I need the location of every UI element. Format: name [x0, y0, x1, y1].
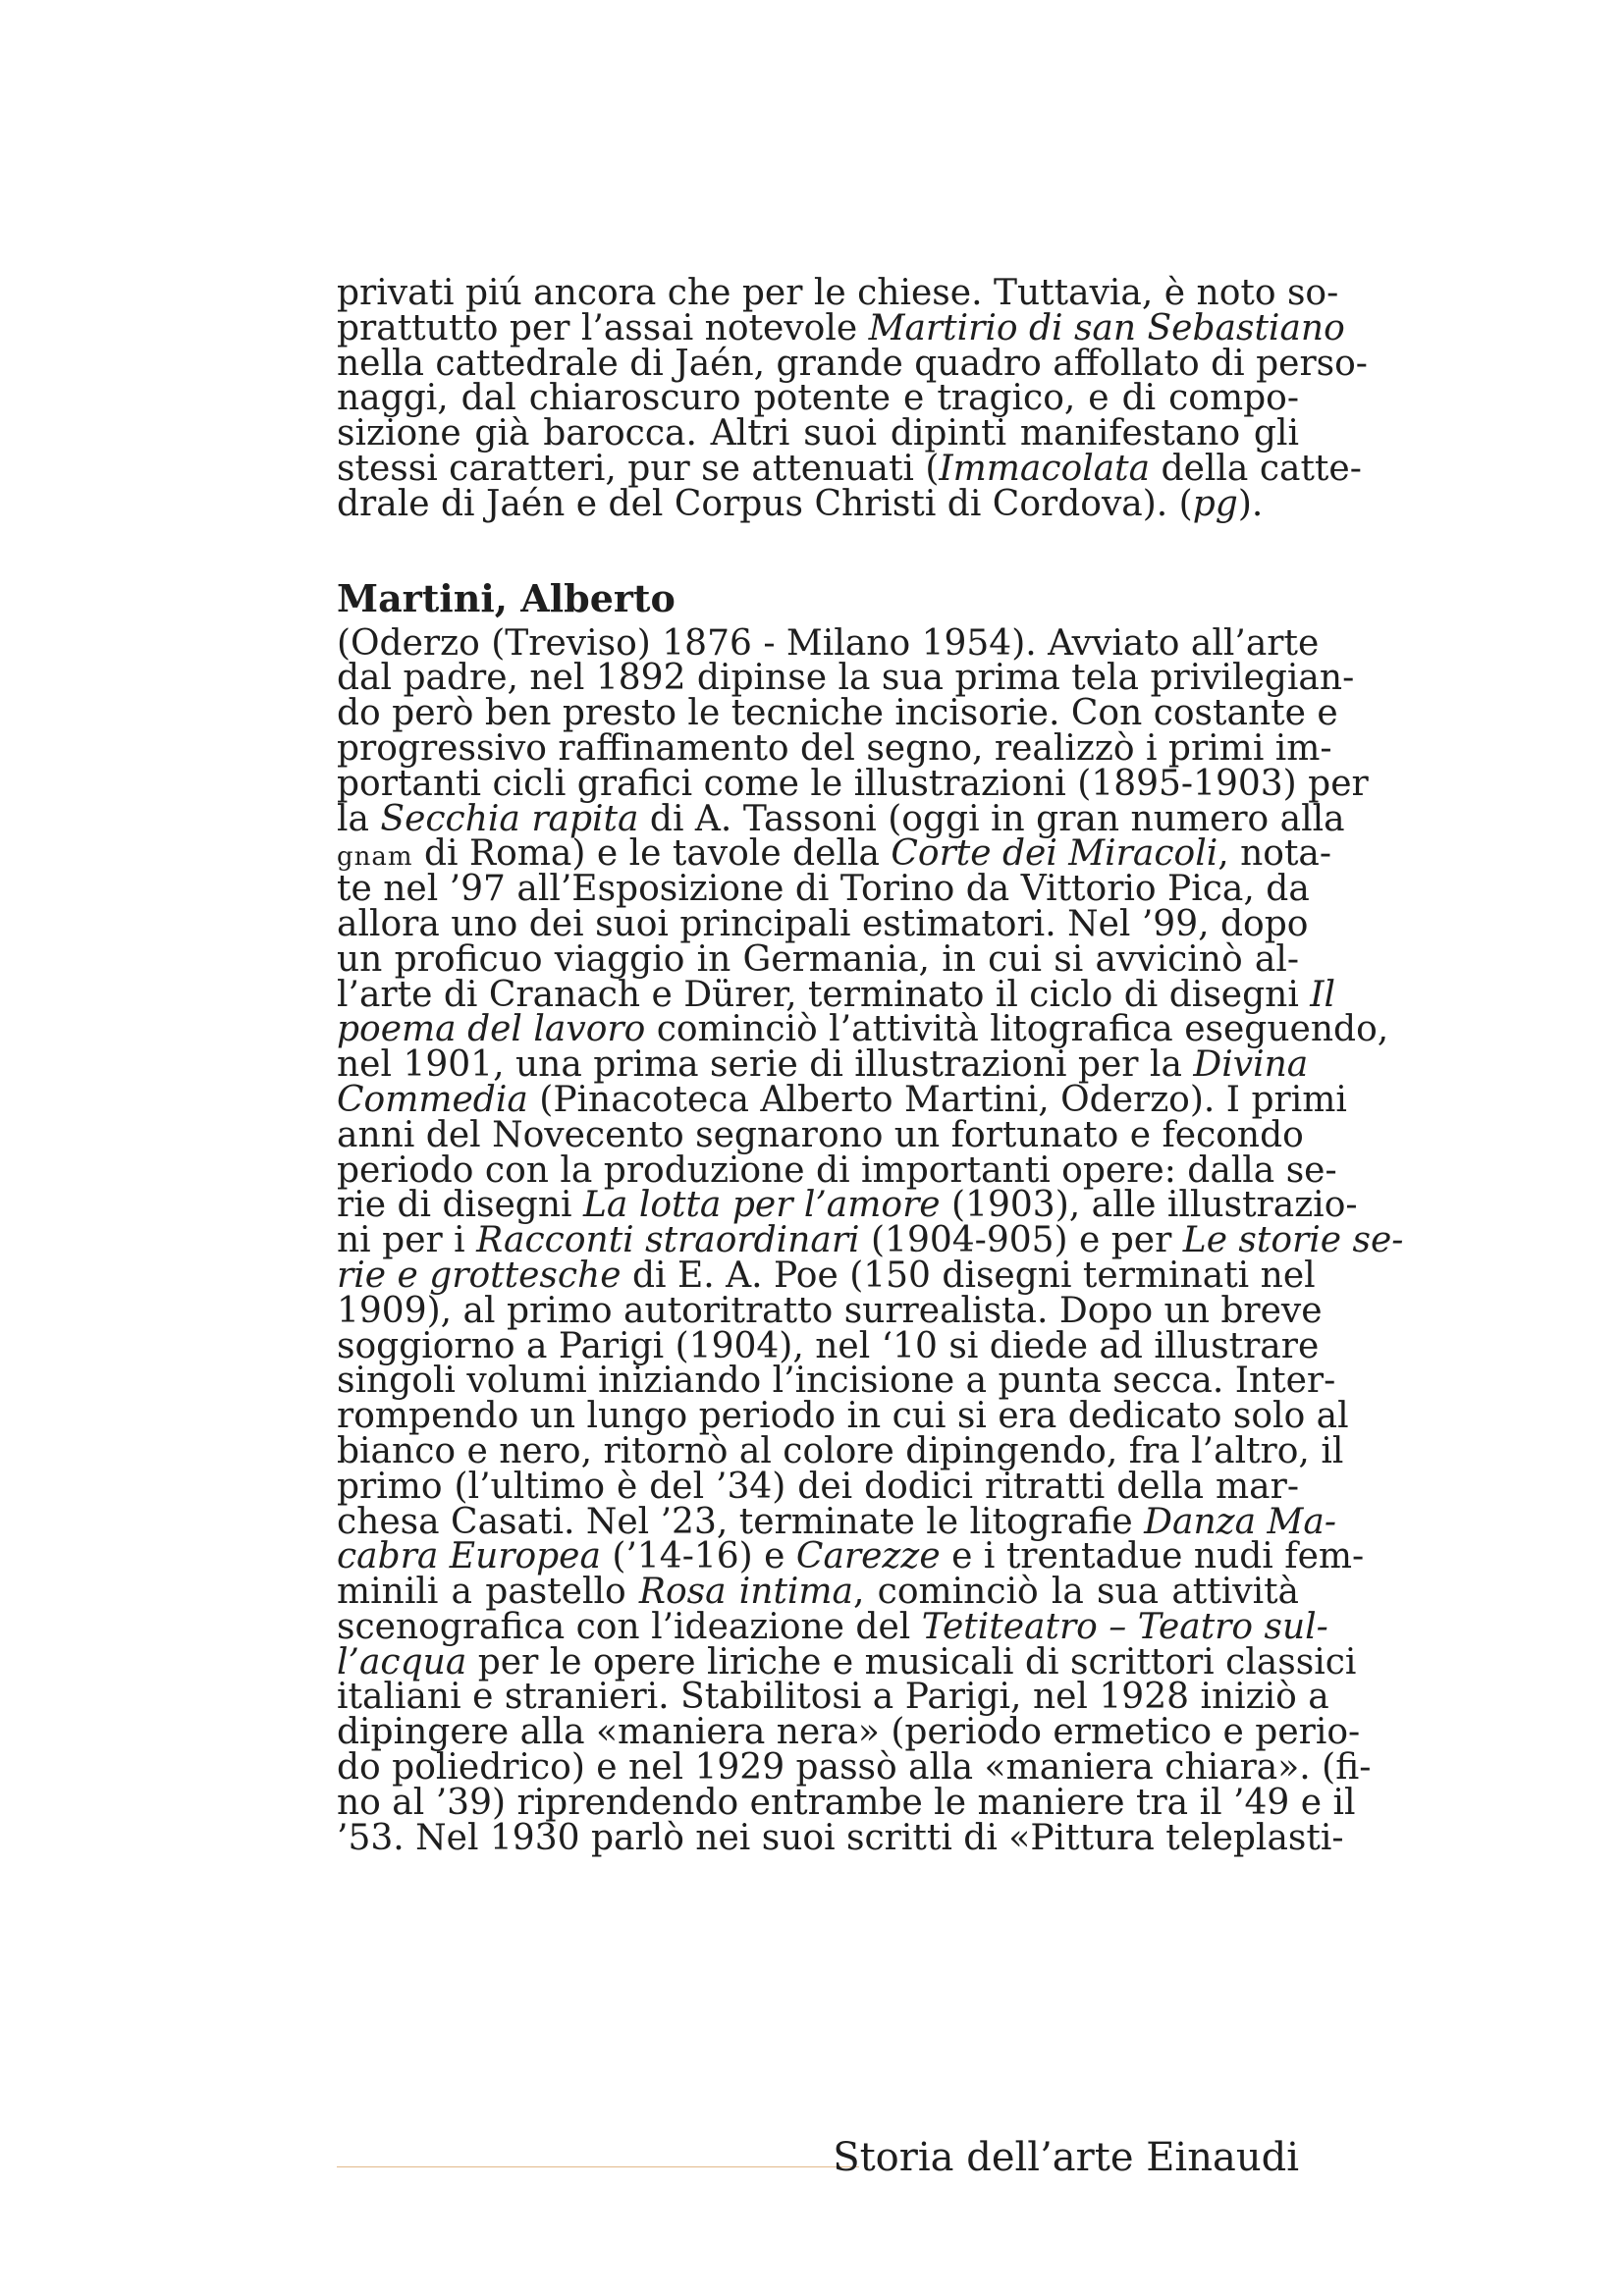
italic-title: Martirio di san Sebastiano [868, 307, 1345, 348]
entry-line [337, 693, 1338, 734]
entry-line [337, 1079, 1347, 1120]
text-run: (’14-16) e [600, 1536, 796, 1577]
text-run: di E. A. Poe (150 disegni terminati nel [621, 1255, 1316, 1296]
text-run: chesa Casati. Nel ’23, terminate le litografie [337, 1501, 1145, 1542]
italic-title: Le storie se- [1182, 1220, 1404, 1261]
page-body [337, 273, 1404, 1858]
italic-title: Tetiteatro – Teatro sul- [921, 1606, 1328, 1647]
text-run: primo (l’ultimo è del ’34) dei dodici ritratti della mar- [337, 1466, 1299, 1507]
text-run: stessi caratteri, pur se attenuati ( [337, 448, 940, 489]
text-run: un proficuo viaggio in Germania, in cui si avvicinò al- [337, 938, 1299, 980]
page-footer [337, 2134, 1299, 2183]
entry-line [337, 1782, 1356, 1823]
entry-line [337, 1430, 1344, 1471]
text-run: la [337, 798, 381, 839]
text-run: nel 1901, una prima serie di illustrazioni per la [337, 1044, 1194, 1086]
text-run: dipingere alla «maniera nera» (periodo ermetico e perio- [337, 1712, 1361, 1753]
entry-line [337, 1220, 1404, 1261]
text-run: , nota- [1217, 833, 1332, 875]
entry-line [337, 658, 1355, 699]
section-spacer [337, 522, 1299, 577]
continuation-line [337, 413, 1299, 454]
text-run: naggi, dal chiaroscuro potente e tragico, e di compo- [337, 378, 1299, 419]
text-run: scenografica con l’ideazione del [337, 1606, 922, 1647]
entry-line [337, 798, 1345, 839]
italic-title: Commedia [337, 1079, 528, 1120]
text-run: progressivo raffinamento del segno, realizzò i primi im- [337, 727, 1332, 769]
italic-title: Immacolata [939, 448, 1151, 489]
italic-title: rie e grottesche [337, 1255, 622, 1296]
text-run: nella cattedrale di Jaén, grande quadro affollato di perso- [337, 343, 1368, 384]
text-run: do poliedrico) e nel 1929 passò alla «maniera chiara». (fi- [337, 1747, 1372, 1789]
text-run: della catte- [1150, 448, 1362, 489]
text-run: bianco e nero, ritornò al colore dipingendo, fra l’altro, il [337, 1430, 1344, 1471]
continuation-paragraph [337, 273, 1368, 524]
italic-title: Racconti straordinari [476, 1220, 860, 1261]
entry-line [337, 938, 1299, 980]
italic-title: Rosa intima [638, 1572, 854, 1613]
text-run: 1909), al primo autoritratto surrealista. Dopo un breve [337, 1290, 1323, 1331]
entry-line [337, 869, 1310, 910]
footer-rule [337, 2166, 859, 2167]
entry-line [337, 1466, 1299, 1507]
text-run: portanti cicli grafici come le illustrazioni (1895-1903) per [337, 763, 1369, 804]
entry-line [337, 1396, 1349, 1437]
text-run: di Roma) e le tavole della [412, 833, 892, 875]
continuation-line [337, 307, 1345, 348]
entry-line [337, 833, 1332, 875]
italic-title: Danza Ma- [1144, 1501, 1337, 1542]
italic-title: Carezze [795, 1536, 941, 1577]
text-run: rompendo un lungo periodo in cui si era dedicato solo al [337, 1396, 1349, 1437]
entry-line [337, 763, 1369, 804]
text-run: sizione già barocca. Altri suoi dipinti manifestano gli [337, 413, 1299, 454]
text-run: ni per i [337, 1220, 477, 1261]
text-run: periodo con la produzione di importanti opere: dalla se- [337, 1149, 1337, 1191]
entry-line [337, 1044, 1309, 1086]
text-run: l’arte di Cranach e Dürer, terminato il ciclo di disegni [337, 974, 1311, 1015]
text-run: ’53. Nel 1930 parlò nei suoi scritti di «Pittura teleplasti- [337, 1817, 1344, 1858]
italic-title: pg [1192, 483, 1238, 524]
entry-line [337, 727, 1332, 769]
text-run: dal padre, nel 1892 dipinse la sua prima tela privilegian- [337, 658, 1355, 699]
entry-line [337, 1290, 1323, 1331]
text-run: singoli volumi iniziando l’incisione a punta secca. Inter- [337, 1361, 1336, 1402]
entry-line [337, 1606, 1328, 1647]
text-run: drale di Jaén e del Corpus Christi di Cordova). ( [337, 483, 1193, 524]
text-run: prattutto per l’assai notevole [337, 307, 869, 348]
text-run: (Oderzo (Treviso) 1876 - Milano 1954). Avviato all’arte [337, 622, 1320, 664]
italic-title: Il [1310, 974, 1336, 1015]
text-run: allora uno dei suoi principali estimatori. Nel ’99, dopo [337, 903, 1309, 944]
entry-line [337, 1677, 1329, 1718]
small-caps-text: gnam [337, 842, 413, 873]
text-run: , cominciò la sua attività [853, 1572, 1300, 1613]
italic-title: poema del lavoro [337, 1009, 646, 1050]
continuation-line [337, 448, 1362, 489]
continuation-line [337, 378, 1299, 419]
entry-line [337, 1501, 1337, 1542]
text-run: e i trentadue nudi fem- [940, 1536, 1365, 1577]
continuation-line [337, 273, 1339, 313]
entry-line [337, 1572, 1300, 1613]
text-run: (1904-905) e per [859, 1220, 1183, 1261]
entry-line [337, 1747, 1372, 1789]
text-run: cominciò l’attività litografica eseguendo, [645, 1009, 1389, 1050]
text-run: te nel ’97 all’Esposizione di Torino da Vittorio Pica, da [337, 869, 1310, 910]
italic-title: Corte dei Miracoli [891, 833, 1218, 875]
entry-line [337, 1361, 1336, 1402]
text-run: soggiorno a Parigi (1904), nel ‘10 si diede ad illustrare [337, 1325, 1320, 1366]
text-run: no al ’39) riprendendo entrambe le maniere tra il ’49 e il [337, 1782, 1356, 1823]
text-run: ). [1237, 483, 1264, 524]
text-run: (1903), alle illustrazio- [940, 1185, 1358, 1226]
text-run: anni del Novecento segnarono un fortunato e fecondo [337, 1114, 1304, 1155]
italic-title: Divina [1193, 1044, 1309, 1086]
entry-line [337, 1712, 1361, 1753]
continuation-line [337, 343, 1368, 384]
text-run: privati piú ancora che per le chiese. Tuttavia, è noto so- [337, 273, 1339, 313]
text-run: do però ben presto le tecniche incisorie. Con costante e [337, 693, 1338, 734]
footer-title: Storia dell’arte Einaudi [833, 2135, 1299, 2180]
text-run: di A. Tassoni (oggi in gran numero alla [638, 798, 1345, 839]
text-run: per le opere liriche e musicali di scrittori classici [466, 1641, 1357, 1682]
text-run: (Pinacoteca Alberto Martini, Oderzo). I primi [527, 1079, 1347, 1120]
italic-title: l’acqua [337, 1641, 467, 1682]
text-run: italiani e stranieri. Stabilitosi a Parigi, nel 1928 iniziò a [337, 1677, 1329, 1718]
entry-line [337, 1114, 1304, 1155]
entry-line [337, 1536, 1365, 1577]
entry-line [337, 622, 1320, 664]
text-run: minili a pastello [337, 1572, 639, 1613]
text-run: rie di disegni [337, 1185, 583, 1226]
continuation-line [337, 483, 1299, 524]
entry-line [337, 1185, 1358, 1226]
entry-line [337, 1817, 1344, 1858]
entry-line [337, 1009, 1389, 1050]
italic-title: Secchia rapita [380, 798, 639, 839]
entry-line [337, 974, 1336, 1015]
entry-line [337, 1255, 1316, 1296]
entry-line [337, 1149, 1337, 1191]
entry-line [337, 1641, 1357, 1682]
entry-line [337, 903, 1309, 944]
entry-line [337, 1325, 1320, 1366]
italic-title: La lotta per l’amore [583, 1185, 941, 1226]
entry-paragraph [337, 622, 1404, 1858]
entry-heading: Martini, Alberto [337, 575, 676, 620]
italic-title: cabra Europea [337, 1536, 601, 1577]
